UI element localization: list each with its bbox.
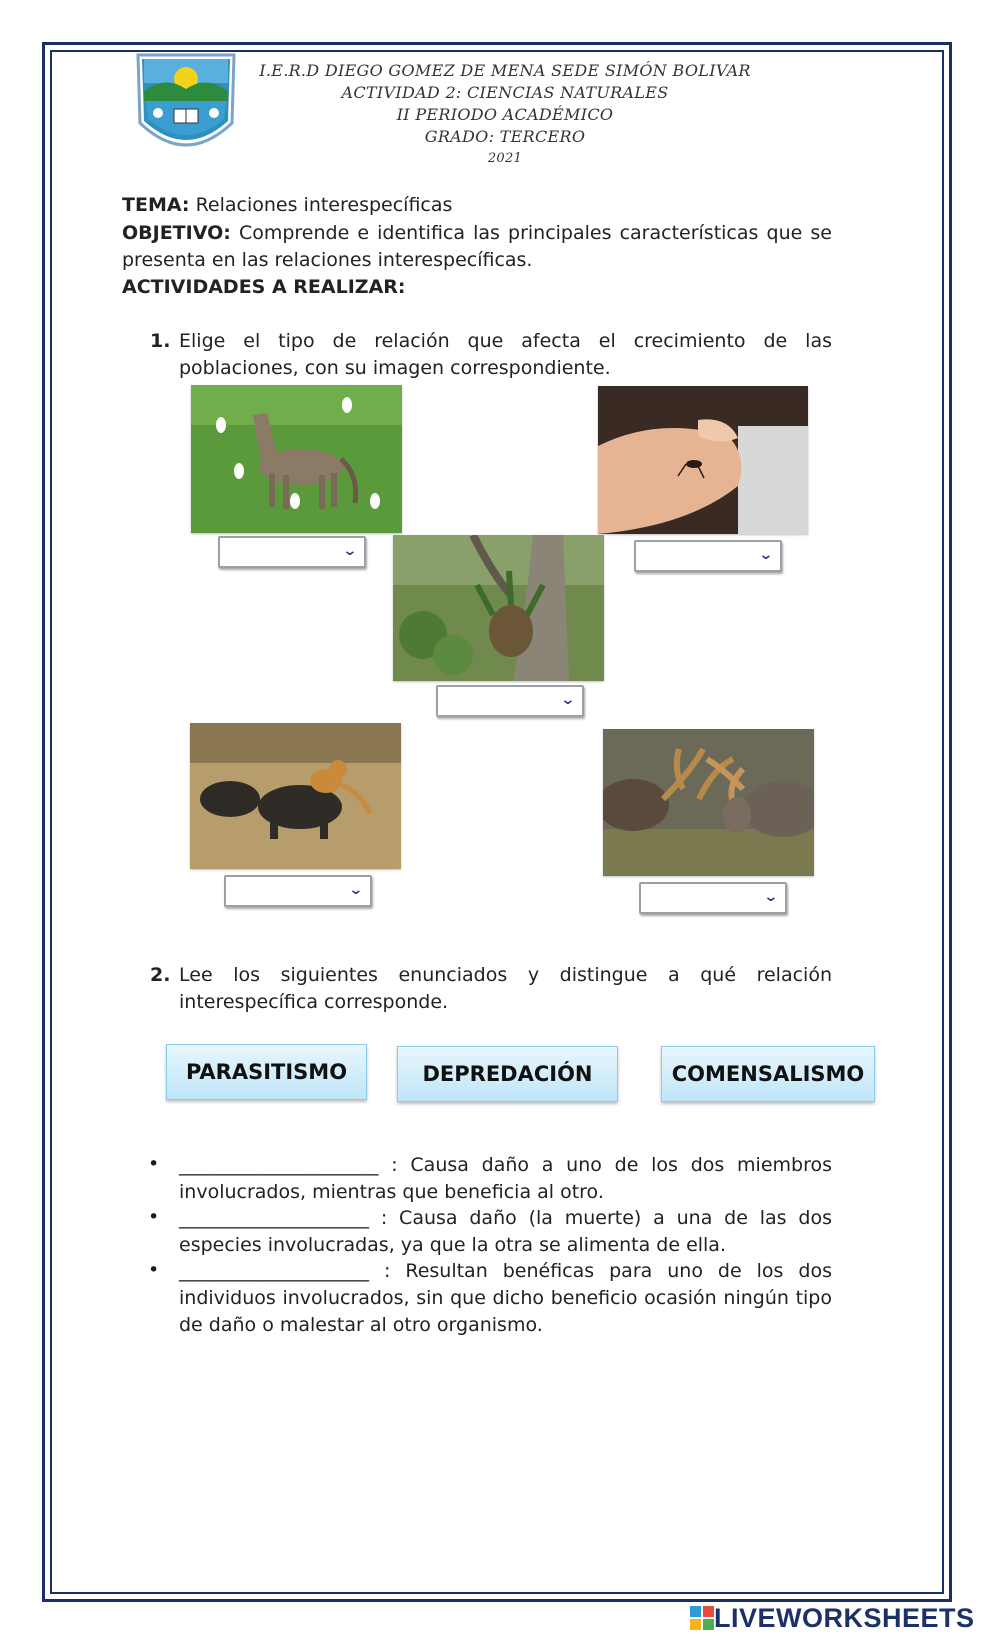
tree-epiphyte-photo [393,535,604,681]
activity-title: ACTIVIDAD 2: CIENCIAS NATURALES [341,83,669,102]
option-depredacion[interactable]: DEPREDACIÓN [397,1046,618,1102]
q2-text: Lee los siguientes enunciados y distingue a qué relación interespecífica corresponde. [179,964,832,1013]
q1-text: Elige el tipo de relación que afecta el crecimiento de las poblaciones, con su imagen correspondiente. [179,330,832,379]
objetivo-value: Comprende e identifica las principales características que se presenta en las relaciones interespecíficas. [122,222,832,271]
actividades-heading [122,274,832,301]
school-name: I.E.R.D DIEGO GOMEZ DE MENA SEDE SIMÓN BOLIVAR [259,61,751,80]
chevron-down-icon: ⌄ [560,692,576,708]
statement-blank[interactable]: ____________________ [179,1207,369,1229]
q1-number [150,328,170,355]
tema-value: Relaciones interespecíficas [195,194,453,216]
tema-label: TEMA: [122,194,190,216]
option-comensalismo[interactable]: COMENSALISMO [661,1046,875,1102]
chevron-down-icon: ⌄ [763,889,779,905]
grade-label: GRADO: TERCERO [424,127,586,146]
dropdown-tree-epiphyte[interactable] [436,685,584,717]
statement-blank[interactable]: ____________________ [179,1260,369,1282]
tema-line [122,192,832,219]
dropdown-lion-buffalo[interactable] [224,875,372,907]
dropdown-horse-egrets[interactable] [218,536,366,568]
liveworksheets-cube-icon [690,1606,714,1630]
q2-number [150,962,170,989]
statement-text: : Resultan benéficas para uno de los dos individuos involucrados, sin que dicho beneficio ocasión ningún tipo de daño o malestar al otro organismo. [179,1260,833,1336]
deer-fight-photo [603,729,814,876]
option-parasitismo[interactable]: PARASITISMO [166,1044,367,1100]
dropdown-mosquito-finger[interactable] [634,540,782,572]
statement-blank[interactable]: _____________________ [179,1154,379,1176]
bullet-icon: • [148,1153,160,1175]
statement-2 [179,1205,832,1259]
q2-number-text: 2. [150,964,171,986]
chevron-down-icon: ⌄ [758,547,774,563]
actividades-label: ACTIVIDADES A REALIZAR: [122,276,406,298]
year-label: 2021 [487,151,523,166]
bullet-icon: • [148,1206,160,1228]
period-label: II PERIODO ACADÉMICO [396,105,614,124]
objetivo-label: OBJETIVO: [122,222,231,244]
q1-number-text: 1. [150,330,171,352]
objetivo-paragraph [122,220,832,274]
worksheet-header [190,60,820,170]
mosquito-finger-photo [598,386,808,534]
dropdown-deer-fight[interactable] [639,882,787,914]
liveworksheets-brand: LIVEWORKSHEETS [714,1602,975,1633]
statement-text: : Causa daño (la muerte) a una de las dos especies involucradas, ya que la otra se alimenta de ella. [179,1207,832,1256]
lion-buffalo-photo [190,723,401,869]
statement-3 [179,1258,832,1339]
chevron-down-icon: ⌄ [342,543,358,559]
horse-egrets-photo [191,385,402,533]
liveworksheets-logo[interactable] [690,1598,975,1638]
statement-text: : Causa daño a uno de los dos miembros involucrados, mientras que beneficia al otro. [179,1154,832,1203]
chevron-down-icon: ⌄ [348,882,364,898]
statement-1 [179,1152,832,1206]
bullet-icon: • [148,1259,160,1281]
